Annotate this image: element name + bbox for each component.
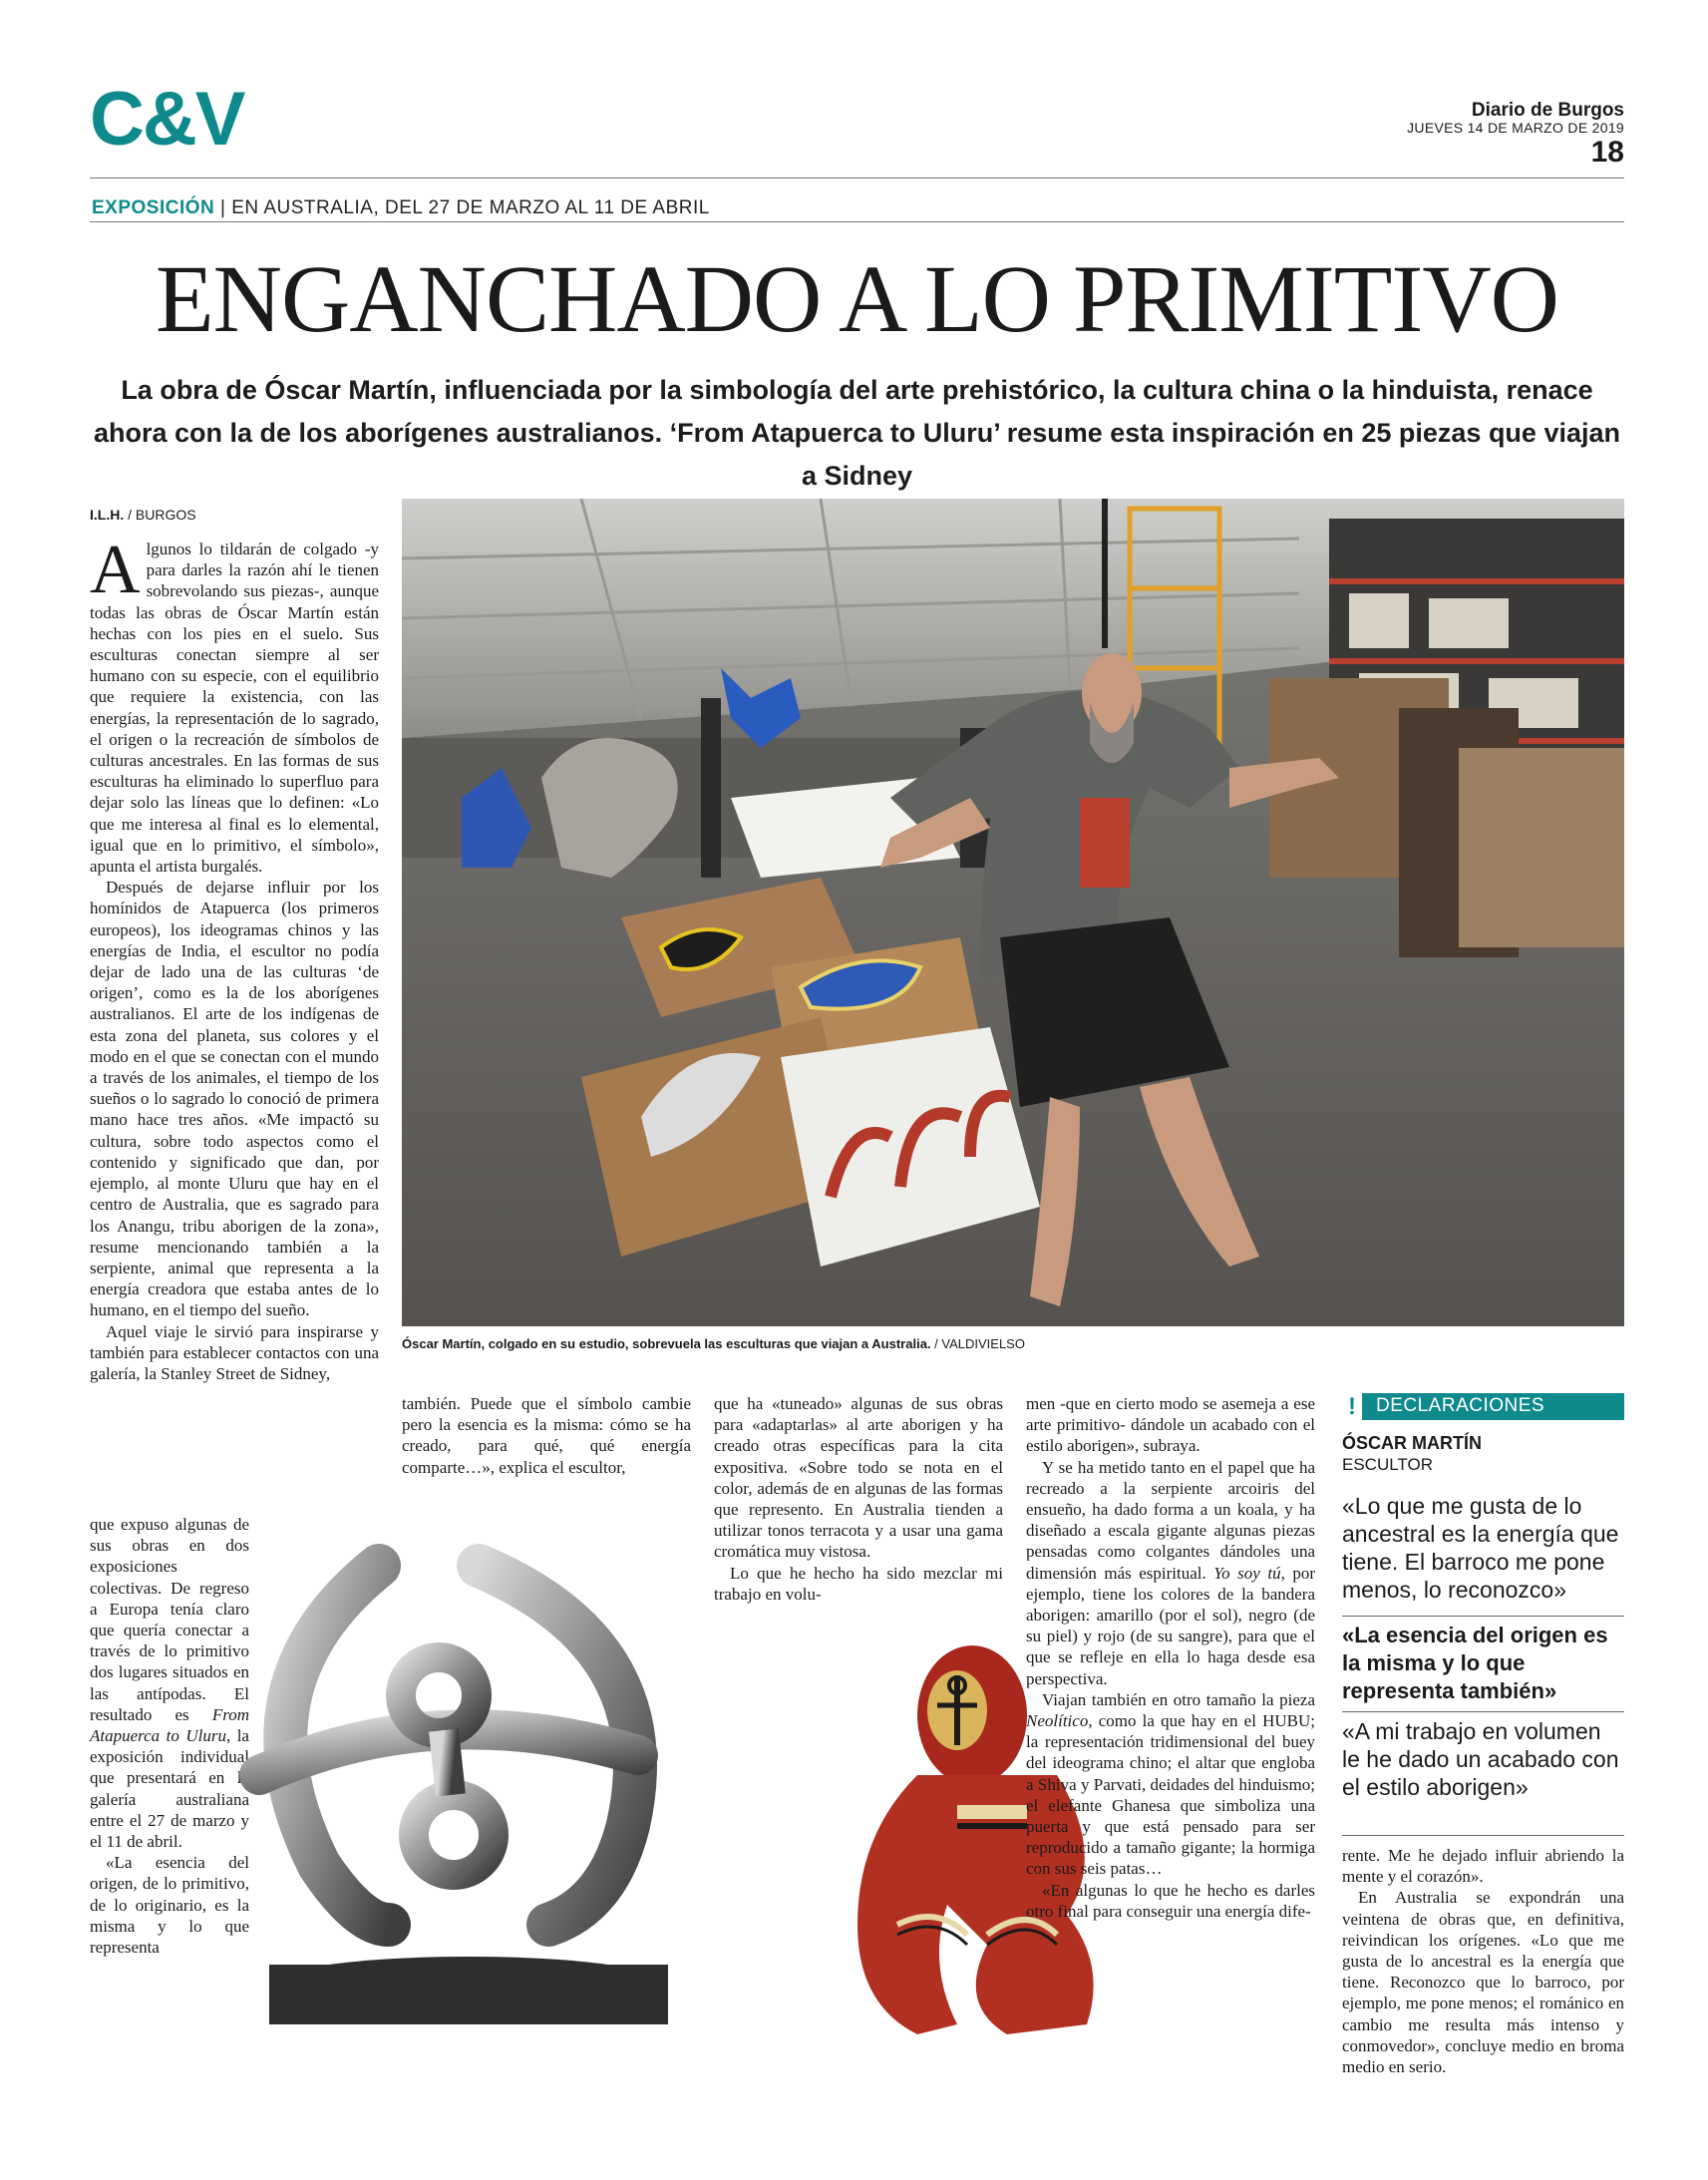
quote-2: «La esencia del origen es la misma y lo que representa también» <box>1342 1623 1608 1703</box>
byline-place: / BURGOS <box>128 507 196 523</box>
anchor-sculpture-photo <box>229 1526 668 2024</box>
paragraph-text: Viajan también en otro tamaño la pieza <box>1042 1689 1315 1709</box>
paragraph: rente. Me he dejado influir abriendo la mente y el corazón». <box>1342 1846 1624 1887</box>
kicker-label: EXPOSICIÓN <box>92 197 215 218</box>
paragraph: En Australia se expondrán una veintena de obras que, en definitiva, reivindican los orígenes. «Lo que me gusta de lo ancestral es la energía que tiene. Reconozco que lo barroco, por ejemplo, me pone menos; el románico en cambio me resulta más intenso y conmovedor», concluye medio en broma medio en serio. <box>1342 1888 1624 2077</box>
kicker-rule <box>90 221 1624 222</box>
exhibition-title: From Atapuerca to Uluru <box>90 1704 249 1746</box>
paragraph: también. Puede que el símbolo cambie pero la esencia es la misma: cómo se ha creado, para qué, qué energía comparte…», explica el escultor, <box>402 1394 691 1477</box>
quote-separator <box>1342 1616 1624 1617</box>
paragraph-text: lgunos lo tildarán de colgado -y para darles la razón ahí le tienen sobrevolando sus piezas-, aunque todas las obras de Óscar Martín están hechas con los pies en el suelo. Sus esculturas conectan siempre al ser humano con su especie, con el equilibrio que requiere la existencia, con las energías, la representación de lo sagrado, el origen o la recreación de símbolos de culturas ancestrales. En las formas de sus esculturas ha eliminado lo superfluo para dejar solo las líneas que lo definen: «Lo que me interesa al final es lo elemental, igual que en lo primitivo, el símbolo», apunta el artista burgalés. <box>90 540 379 877</box>
declarations-label: DECLARACIONES <box>1376 1395 1545 1416</box>
paragraph: «En algunas lo que he hecho es darles otro final para conseguir una energía dife- <box>1026 1880 1315 1921</box>
paragraph: Aquel viaje le sirvió para inspirarse y también para establecer contactos con una galería, la Stanley Street de Sidney, <box>90 1321 379 1383</box>
exclamation-icon: ! <box>1342 1393 1362 1420</box>
studio-photo-illustration <box>402 499 1624 1326</box>
main-photo <box>402 499 1624 1326</box>
speaker-role: ESCULTOR <box>1342 1455 1434 1474</box>
article-column-1-wrap <box>90 1514 249 1958</box>
anchor-sculpture-illustration <box>229 1526 668 2024</box>
drop-cap: A <box>90 532 141 608</box>
photo-credit: / VALDIVIELSO <box>934 1336 1025 1351</box>
byline <box>90 507 196 523</box>
speaker-name: ÓSCAR MARTÍN <box>1342 1433 1482 1453</box>
article-column-1 <box>90 532 379 1384</box>
quote-1: «Lo que me gusta de lo ancestral es la energía que tiene. El barroco me pone menos, lo reconozco» <box>1342 1493 1619 1603</box>
paragraph <box>1026 1689 1315 1880</box>
newspaper-name: Diario de Burgos <box>1471 100 1624 121</box>
work-title: Neolítico <box>1026 1711 1089 1731</box>
quote-3: «A mi trabajo en volumen le he dado un acabado con el estilo aborigen» <box>1342 1718 1619 1800</box>
paragraph-text: , por ejemplo, tiene los colores de la bandera aborigen: amarillo (por el sol), negro (de su piel) y rojo (de su sangre), para que el que se refleje en ella lo haga desde esa perspectiva. <box>1026 1563 1315 1688</box>
byline-author: I.L.H. <box>90 507 125 523</box>
kicker <box>92 197 710 219</box>
masthead-rule <box>90 178 1624 179</box>
issue-date: JUEVES 14 DE MARZO DE 2019 <box>1407 120 1624 136</box>
quote-separator <box>1342 1711 1624 1712</box>
paragraph-text: , como la que hay en el HUBU; la representación tridimensional del buey del ideograma chino; el altar que engloba a Shiva y Parvati, deidades del hinduismo; el elefante Ghanesa que simboliza una puerta y que está pensado para ser reproducido a tamaño gigante; la hormiga con sus seis patas… <box>1026 1711 1315 1879</box>
article-column-4 <box>1026 1393 1315 1922</box>
paragraph: Después de dejarse influir por los homínidos de Atapuerca (los primeros europeos), los ideogramas chinos y las energías de India, el escultor no podía dejar de lado una de las culturas ‘de origen’, como es la de los aborígenes australianos. El arte de los indígenas de esta zona del planeta, sus colores y el modo en el que se conectan con el mundo a través de los animales, el tiempo de los sueños o lo sagrado lo conoció de primera mano hace tres años. «Me impactó su cultura, sobre todo aspectos como el contenido y significado que dan, por ejemplo, al monte Uluru que hay en el centro de Australia, que es sagrado para los Anangu, tribu aborigen de la zona», resume mencionando también a la serpiente, animal que representa a la energía creadora que estaba antes de lo humano, en el tiempo del sueño. <box>90 878 379 1320</box>
headline: ENGANCHADO A LO PRIMITIVO <box>156 245 1558 352</box>
paragraph-text: Y se ha metido tanto en el papel que ha recreado a la serpiente arcoiris del ensueño, ha dado forma a un koala, y ha diseñado a escala gigante algunas piezas pensadas como colgantes dándoles una dimensión más espiritual. <box>1026 1457 1315 1583</box>
declarations-header <box>1342 1393 1624 1420</box>
subhead: La obra de Óscar Martín, influenciada por la simbología del arte prehistórico, la cultura china o la hinduista, renace ahora con la de los aborígenes australianos. ‘From Atapuerca to Uluru’ resume esta inspiración en 25 piezas que viajan a Sidney <box>94 375 1620 491</box>
paragraph: Lo que he hecho ha sido mezclar mi trabajo en volu- <box>714 1563 1003 1604</box>
paragraph <box>90 1514 249 1852</box>
article-column-3 <box>714 1393 1003 1605</box>
paragraph: men -que en cierto modo se asemeja a ese arte primitivo- dándole un acabado con el estilo aborigen», subraya. <box>1026 1394 1315 1456</box>
paragraph <box>90 532 379 877</box>
article-column-5 <box>1342 1845 1624 2077</box>
paragraph <box>1026 1457 1315 1689</box>
section-logo: C&V <box>90 77 244 162</box>
caption-text: Óscar Martín, colgado en su estudio, sobrevuela las esculturas que viajan a Australia. <box>402 1336 931 1351</box>
paragraph-text: que expuso algunas de sus obras en dos exposiciones colectivas. De regreso a Europa tenía claro que quería conectar a través de lo primitivo dos lugares situados en las antípodas. El resultado es <box>90 1515 249 1724</box>
paragraph: «La esencia del origen, de lo primitivo, de lo originario, es la misma y lo que representa <box>90 1853 249 1958</box>
page-number: 18 <box>1590 136 1624 169</box>
kicker-text: | EN AUSTRALIA, DEL 27 DE MARZO AL 11 DE ABRIL <box>220 197 710 218</box>
paragraph: que ha «tuneado» algunas de sus obras para «adaptarlas» al arte aborigen y ha creado otras específicas para la cita expositiva. «Sobre todo se nota en el color, además de en algunas de las formas que represento. En Australia tienden a utilizar tonos terracota y a usar una gama cromática muy vistosa. <box>714 1394 1003 1562</box>
article-column-2 <box>402 1393 691 1478</box>
work-title: Yo soy tú <box>1213 1563 1281 1583</box>
photo-caption <box>402 1336 1624 1351</box>
quote-separator <box>1342 1835 1624 1836</box>
paragraph-text: , la exposición individual que presentará en la galería australiana entre el 27 de marzo y el 11 de abril. <box>90 1726 249 1852</box>
